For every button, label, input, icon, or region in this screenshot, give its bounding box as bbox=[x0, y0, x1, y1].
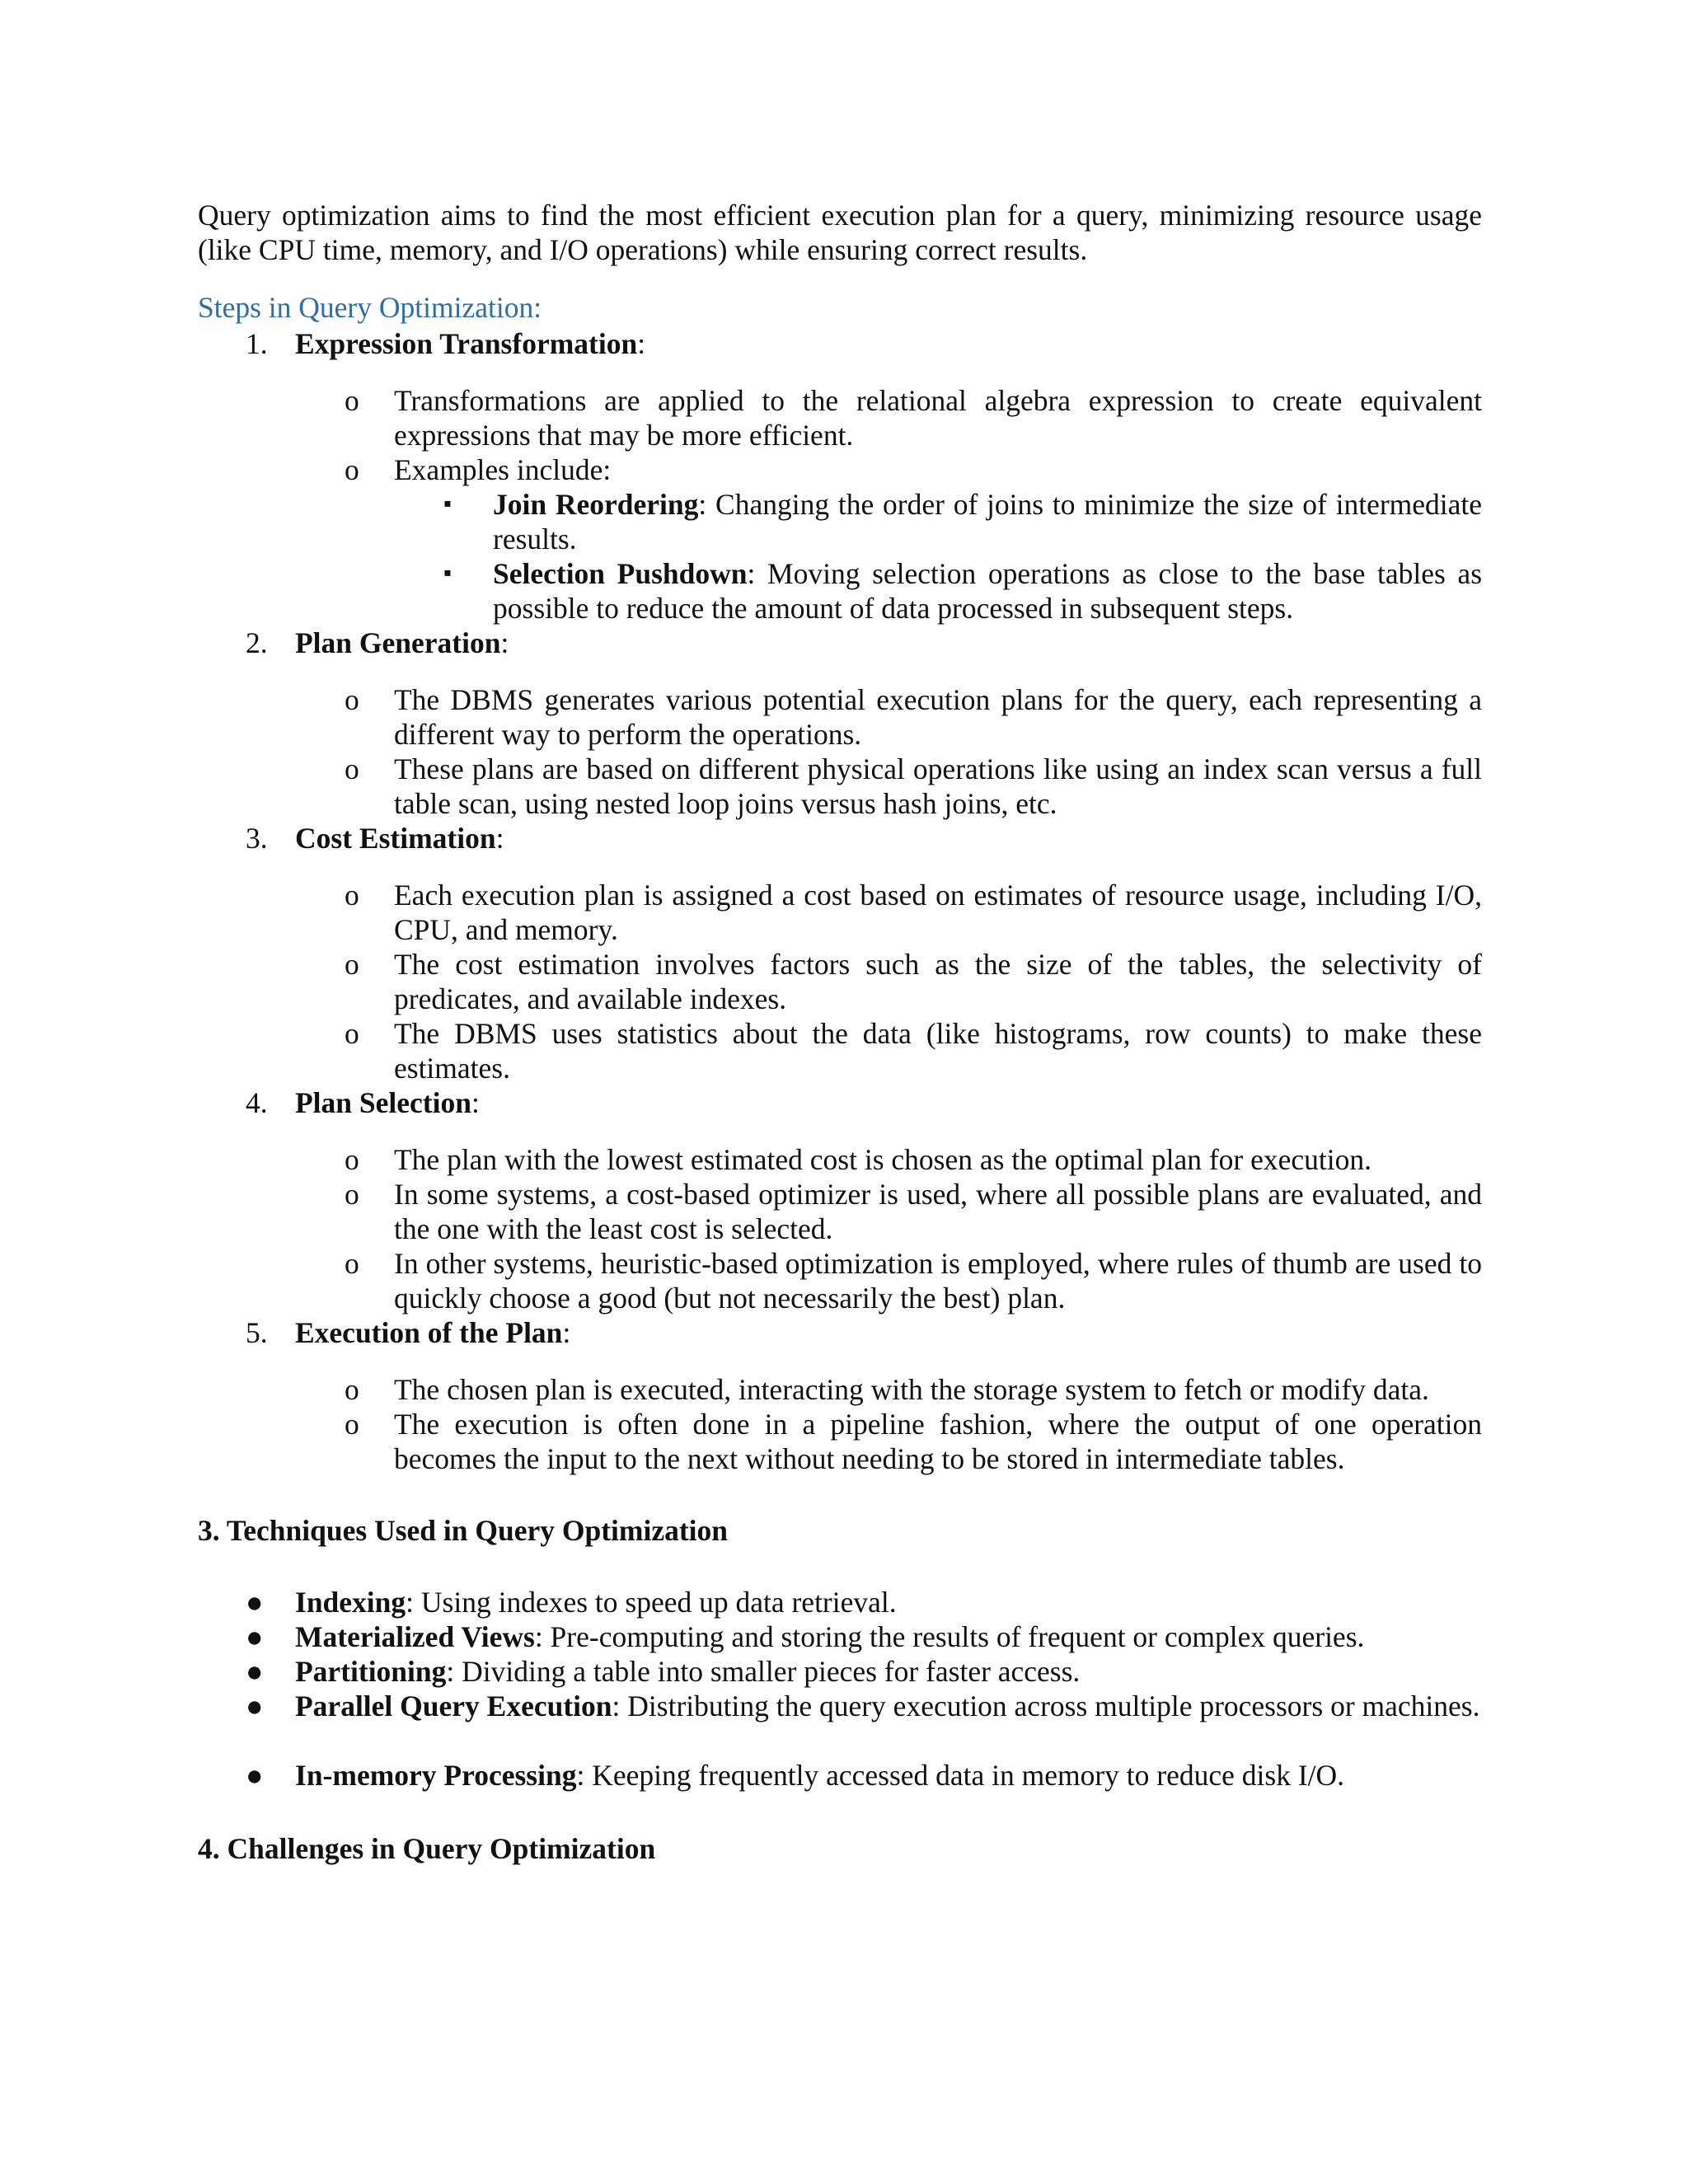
step-4-point-1-text: The plan with the lowest estimated cost is chosen as the optimal plan for execution. bbox=[394, 1143, 1372, 1176]
o-bullet-icon: o bbox=[345, 384, 359, 417]
step-3-point-2-text: The cost estimation involves factors such as the size of the tables, the selectivity of predicates, and available indexes. bbox=[394, 948, 1482, 1015]
step-3-point-2 bbox=[345, 947, 1482, 1016]
subpoint-2-term: Selection Pushdown bbox=[493, 557, 748, 590]
step-3-point-3 bbox=[345, 1016, 1482, 1085]
technique-text: : Using indexes to speed up data retrieval. bbox=[406, 1586, 897, 1619]
technique-item-partitioning bbox=[246, 1654, 1482, 1689]
technique-text: : Keeping frequently accessed data in memory to reduce disk I/O. bbox=[576, 1759, 1345, 1792]
technique-term: In-memory Processing bbox=[295, 1759, 577, 1792]
section-3-title: 3. Techniques Used in Query Optimization bbox=[198, 1514, 729, 1547]
o-bullet-icon: o bbox=[345, 1408, 359, 1441]
subpoint-1-term: Join Reordering bbox=[493, 488, 699, 521]
step-4-suffix: : bbox=[471, 1086, 480, 1119]
step-2-point-1-text: The DBMS generates various potential execution plans for the query, each representing a different way to perform the operations. bbox=[394, 683, 1482, 751]
step-1-number: 1. bbox=[246, 327, 268, 360]
intro-paragraph: Query optimization aims to find the most efficient execution plan for a query, minimizing resource usage (like CPU time, memory, and I/O operations) while ensuring correct results. bbox=[198, 199, 1482, 266]
step-5-suffix: : bbox=[562, 1316, 571, 1349]
step-1-subpoint-1 bbox=[443, 487, 1482, 556]
step-5-label bbox=[246, 1315, 570, 1350]
step-1-point-1-text: Transformations are applied to the relational algebra expression to create equivalent expressions that may be more efficient. bbox=[394, 384, 1482, 452]
step-3-point-1 bbox=[345, 878, 1482, 947]
step-4-point-2 bbox=[345, 1177, 1482, 1246]
o-bullet-icon: o bbox=[345, 1143, 359, 1176]
o-bullet-icon: o bbox=[345, 879, 359, 912]
step-4-point-3 bbox=[345, 1246, 1482, 1315]
subpoint-2-text: : Moving selection operations as close to the base tables as possible to reduce the amount of data processed in subsequent steps. bbox=[493, 557, 1483, 625]
step-4-point-1 bbox=[345, 1142, 1482, 1177]
technique-item-in-memory-processing bbox=[246, 1758, 1482, 1793]
dot-bullet-icon: ● bbox=[246, 1690, 264, 1722]
technique-item-materialized-views bbox=[246, 1619, 1482, 1654]
step-3-label bbox=[246, 821, 504, 855]
o-bullet-icon: o bbox=[345, 683, 359, 716]
step-4-title: Plan Selection bbox=[295, 1086, 471, 1119]
technique-item-indexing bbox=[246, 1585, 1482, 1619]
technique-term: Partitioning bbox=[295, 1655, 447, 1688]
technique-term: Indexing bbox=[295, 1586, 406, 1619]
subpoint-1-text: : Changing the order of joins to minimize the size of intermediate results. bbox=[493, 488, 1483, 555]
step-5-point-1 bbox=[345, 1372, 1482, 1407]
step-3-point-3-text: The DBMS uses statistics about the data (like histograms, row counts) to make these estimates. bbox=[394, 1017, 1482, 1085]
step-3-number: 3. bbox=[246, 822, 268, 855]
step-5-title: Execution of the Plan bbox=[295, 1316, 563, 1349]
dot-bullet-icon: ● bbox=[246, 1655, 264, 1688]
technique-text: : Pre-computing and storing the results of frequent or complex queries. bbox=[534, 1620, 1365, 1653]
technique-term: Parallel Query Execution bbox=[295, 1690, 612, 1722]
o-bullet-icon: o bbox=[345, 1178, 359, 1211]
step-2-point-1 bbox=[345, 682, 1482, 752]
step-5-point-2-text: The execution is often done in a pipeline fashion, where the output of one operation becomes the input to the next without needing to be stored in intermediate tables. bbox=[394, 1408, 1482, 1475]
step-3-point-1-text: Each execution plan is assigned a cost based on estimates of resource usage, including I/O, CPU, and memory. bbox=[394, 879, 1482, 946]
step-1-title: Expression Transformation bbox=[295, 327, 638, 360]
dot-bullet-icon: ● bbox=[246, 1759, 264, 1792]
dot-bullet-icon: ● bbox=[246, 1620, 264, 1653]
step-1-subpoint-2 bbox=[443, 556, 1482, 626]
step-4-point-3-text: In other systems, heuristic-based optimization is employed, where rules of thumb are used to quickly choose a good (but not necessarily the best) plan. bbox=[394, 1247, 1482, 1315]
steps-heading: Steps in Query Optimization: bbox=[198, 291, 542, 324]
step-1-point-1 bbox=[345, 383, 1482, 452]
o-bullet-icon: o bbox=[345, 948, 359, 981]
step-2-suffix: : bbox=[500, 626, 509, 659]
square-bullet-icon: ▪ bbox=[443, 491, 452, 517]
step-1-point-2 bbox=[345, 452, 1482, 487]
step-1-label bbox=[246, 326, 645, 361]
technique-item-parallel-query-execution bbox=[246, 1689, 1482, 1723]
o-bullet-icon: o bbox=[345, 453, 359, 486]
technique-text: : Dividing a table into smaller pieces for faster access. bbox=[446, 1655, 1081, 1688]
step-5-number: 5. bbox=[246, 1316, 268, 1349]
step-4-point-2-text: In some systems, a cost-based optimizer is used, where all possible plans are evaluated, and the one with the least cost is selected. bbox=[394, 1178, 1482, 1245]
o-bullet-icon: o bbox=[345, 1017, 359, 1050]
step-3-suffix: : bbox=[495, 822, 504, 855]
step-2-title: Plan Generation bbox=[295, 626, 501, 659]
square-bullet-icon: ▪ bbox=[443, 560, 452, 586]
step-2-number: 2. bbox=[246, 626, 268, 659]
section-4-title: 4. Challenges in Query Optimization bbox=[198, 1832, 656, 1865]
step-1-suffix: : bbox=[637, 327, 646, 360]
technique-term: Materialized Views bbox=[295, 1620, 535, 1653]
step-2-point-2-text: These plans are based on different physical operations like using an index scan versus a full table scan, using nested loop joins versus hash joins, etc. bbox=[394, 752, 1482, 820]
step-2-label bbox=[246, 626, 509, 660]
step-4-number: 4. bbox=[246, 1086, 268, 1119]
step-4-label bbox=[246, 1085, 480, 1120]
step-2-point-2 bbox=[345, 752, 1482, 821]
o-bullet-icon: o bbox=[345, 1373, 359, 1406]
o-bullet-icon: o bbox=[345, 1247, 359, 1280]
step-5-point-1-text: The chosen plan is executed, interacting with the storage system to fetch or modify data. bbox=[394, 1373, 1429, 1406]
dot-bullet-icon: ● bbox=[246, 1586, 264, 1619]
step-1-point-2-text: Examples include: bbox=[394, 453, 612, 486]
technique-text: : Distributing the query execution across multiple processors or machines. bbox=[612, 1690, 1480, 1722]
step-5-point-2 bbox=[345, 1407, 1482, 1476]
o-bullet-icon: o bbox=[345, 752, 359, 785]
step-3-title: Cost Estimation bbox=[295, 822, 496, 855]
